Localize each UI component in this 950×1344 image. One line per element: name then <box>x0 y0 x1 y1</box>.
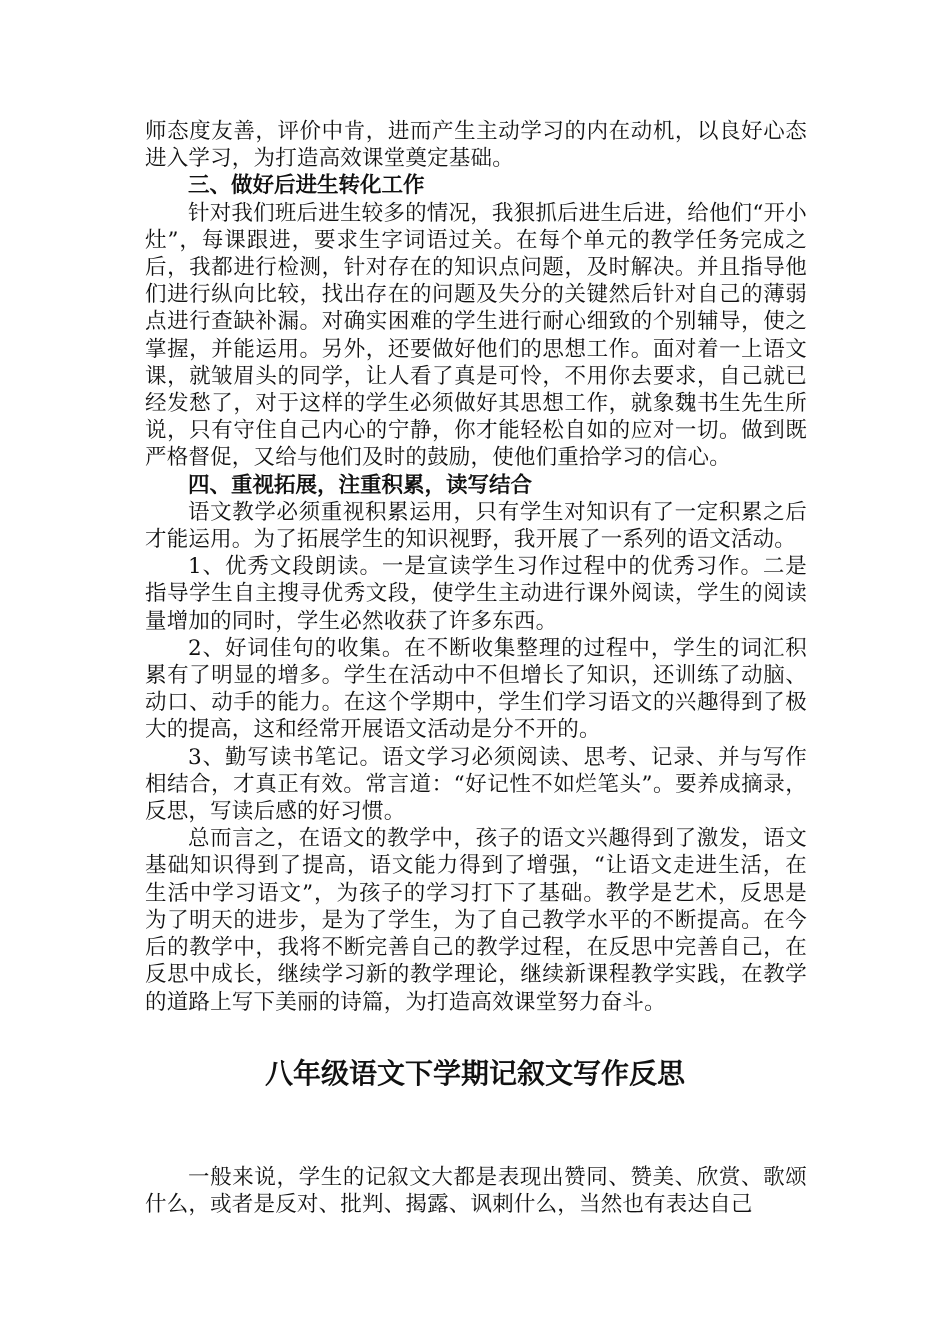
document-body <box>145 118 807 1016</box>
paragraph-accumulation: 语文教学必须重视积累运用，只有学生对知识有了一定积累之后才能运用。为了拓展学生的知识视野，我开展了一系列的语文活动。 <box>145 499 807 553</box>
list-item-reading: 1、优秀文段朗读。一是宣读学生习作过程中的优秀习作。二是指导学生自主搜寻优秀文段，使学生主动进行课外阅读，学生的阅读量增加的同时，学生必然收获了许多东西。 <box>145 554 807 634</box>
list-item-collection: 2、好词佳句的收集。在不断收集整理的过程中，学生的词汇积累有了明显的增多。学生在活动中不但增长了知识，还训练了动脑、动口、动手的能力。在这个学期中，学生们学习语文的兴趣得到了极大的提高，这和经常开展语文活动是分不开的。 <box>145 635 807 743</box>
paragraph-conclusion: 总而言之，在语文的教学中，孩子的语文兴趣得到了激发，语文基础知识得到了提高，语文能力得到了增强，“让语文走进生活，在生活中学习语文”，为孩子的学习打下了基础。教学是艺术，反思是为了明天的进步，是为了学生，为了自己教学水平的不断提高。在今后的教学中，我将不断完善自己的教学过程，在反思中完善自己，在反思中成长，继续学习新的教学理论，继续新课程教学实践，在教学的道路上写下美丽的诗篇，为打造高效课堂努力奋斗。 <box>145 826 807 1015</box>
article-title: 八年级语文下学期记叙文写作反思 <box>264 1057 685 1090</box>
paragraph-intro: 师态度友善，评价中肯，进而产生主动学习的内在动机，以良好心态进入学习，为打造高效课堂奠定基础。 <box>145 119 807 172</box>
section-heading-4: 四、重视拓展，注重积累，读写结合 <box>188 472 533 498</box>
section-heading-3: 三、做好后进生转化工作 <box>188 173 425 199</box>
paragraph-struggling-students: 针对我们班后进生较多的情况，我狠抓后进生后进，给他们“开小灶”，每课跟进，要求生字词语过关。在每个单元的教学任务完成之后，我都进行检测，针对存在的知识点问题，及时解决。并且指导他们进行纵向比较，找出存在的问题及失分的关键然后针对自己的薄弱点进行查缺补漏。对确实困难的学生进行耐心细致的个别辅导，使之掌握，并能运用。另外，还要做好他们的思想工作。面对着一上语文课，就皱眉头的同学，让人看了真是可怜，不用你去要求，自己就已经发愁了，对于这样的学生必须做好其思想工作，就象魏书生先生所说，只有守住自己内心的宁静，你才能轻松自如的应对一切。做到既严格督促，又给与他们及时的鼓励，使他们重拾学习的信心。 <box>145 200 807 471</box>
paragraph-narrative-intro: 一般来说，学生的记叙文大都是表现出赞同、赞美、欣赏、歌颂什么，或者是反对、批判、揭露、讽刺什么，当然也有表达自己 <box>145 1165 807 1218</box>
list-item-notes: 3、勤写读书笔记。语文学习必须阅读、思考、记录、并与写作相结合，才真正有效。常言道：“好记性不如烂笔头”。要养成摘录，反思，写读后感的好习惯。 <box>145 744 807 825</box>
article-body <box>145 1164 807 1218</box>
